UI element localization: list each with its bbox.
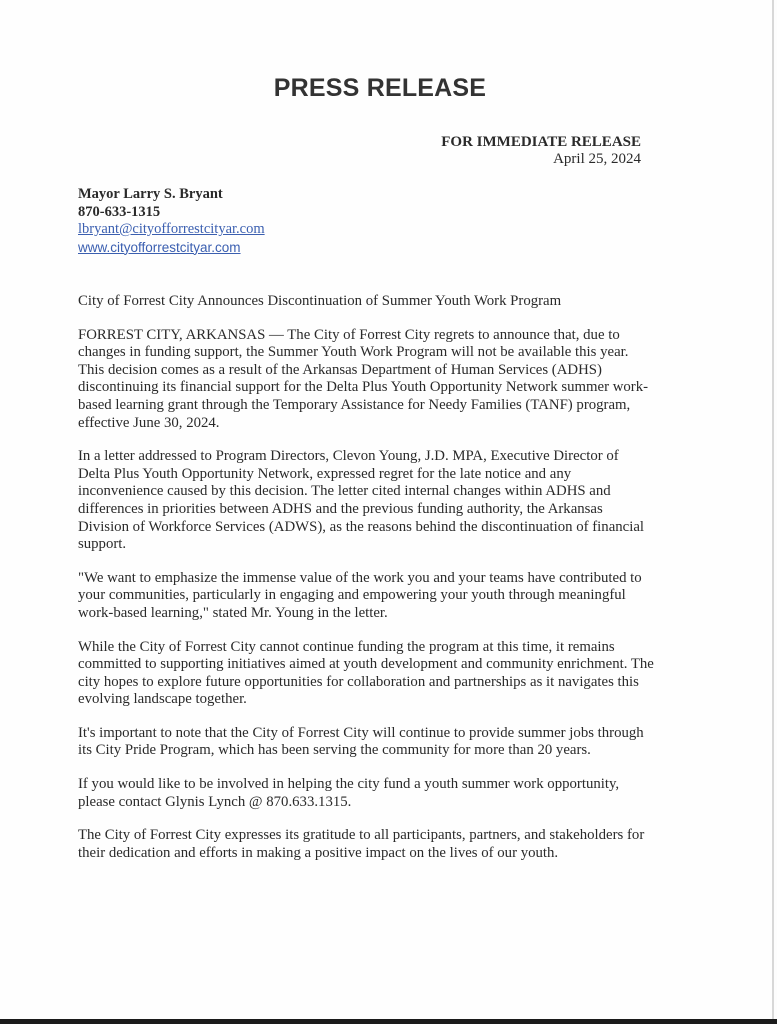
- paragraph: [78, 725, 698, 760]
- text-line: city hopes to explore future opportunities for collaboration and partnerships as it navigates this: [78, 673, 639, 690]
- release-body: [78, 293, 698, 878]
- paragraph: [78, 827, 698, 862]
- text-line: support.: [78, 536, 127, 553]
- paragraph: [78, 639, 698, 709]
- page-title: PRESS RELEASE: [273, 74, 487, 102]
- text-line: based learning grant through the Temporary Assistance for Needy Families (TANF) program,: [78, 396, 631, 413]
- release-label: FOR IMMEDIATE RELEASE: [441, 134, 641, 150]
- text-line: work-based learning," stated Mr. Young in the letter.: [78, 604, 388, 621]
- text-line: It's important to note that the City of Forrest City will continue to provide summer jobs through: [78, 724, 644, 741]
- text-line: differences in priorities between ADHS and the previous funding authority, the Arkansas: [78, 500, 603, 517]
- website-link[interactable]: www.cityofforrestcityar.com: [78, 239, 241, 255]
- paragraph: [78, 776, 698, 811]
- release-date: April 25, 2024: [553, 151, 641, 167]
- contact-name: Mayor Larry S. Bryant: [78, 186, 223, 202]
- text-line: their dedication and efforts in making a positive impact on the lives of our youth.: [78, 844, 559, 861]
- text-line: "We want to emphasize the immense value of the work you and your teams have contributed to: [78, 569, 642, 586]
- paragraph: [78, 327, 698, 433]
- contact-email-link[interactable]: lbryant@cityofforrestcityar.com: [78, 221, 265, 237]
- contact-phone: 870-633-1315: [78, 203, 161, 220]
- text-line: your communities, particularly in engaging and empowering your youth through meaningful: [78, 587, 626, 604]
- text-line: Delta Plus Youth Opportunity Network, expressed regret for the late notice and any: [78, 465, 572, 482]
- text-line: changes in funding support, the Summer Youth Work Program will not be available this year.: [78, 344, 629, 361]
- text-line: This decision comes as a result of the Arkansas Department of Human Services (ADHS): [78, 361, 602, 378]
- text-line: discontinuing its financial support for the Delta Plus Youth Opportunity Network summer work-: [78, 379, 649, 396]
- text-line: Division of Workforce Services (ADWS), as the reasons behind the discontinuation of financial: [78, 518, 645, 535]
- text-line: If you would like to be involved in helping the city fund a youth summer work opportunity,: [78, 776, 620, 793]
- release-info: [441, 134, 641, 168]
- text-line: its City Pride Program, which has been serving the community for more than 20 years.: [78, 742, 591, 759]
- contact-block: [78, 186, 265, 256]
- headline: [78, 293, 698, 311]
- text-line: effective June 30, 2024.: [78, 414, 220, 431]
- text-line: While the City of Forrest City cannot continue funding the program at this time, it remains: [78, 638, 615, 655]
- text-line: City of Forrest City Announces Discontinuation of Summer Youth Work Program: [78, 293, 562, 309]
- paragraph: [78, 570, 698, 623]
- paragraph: [78, 448, 698, 554]
- text-line: please contact Glynis Lynch @ 870.633.1315.: [78, 793, 352, 810]
- text-line: committed to supporting initiatives aimed at youth development and community enrichment. The: [78, 656, 654, 673]
- text-line: inconvenience caused by this decision. The letter cited internal changes within ADHS and: [78, 483, 611, 500]
- text-line: In a letter addressed to Program Directors, Clevon Young, J.D. MPA, Executive Director of: [78, 448, 619, 465]
- text-line: FORREST CITY, ARKANSAS — The City of Forrest City regrets to announce that, due to: [78, 326, 620, 343]
- text-line: evolving landscape together.: [78, 691, 247, 708]
- text-line: The City of Forrest City expresses its gratitude to all participants, partners, and stakeholders for: [78, 827, 645, 844]
- bottom-bar: [0, 1019, 777, 1024]
